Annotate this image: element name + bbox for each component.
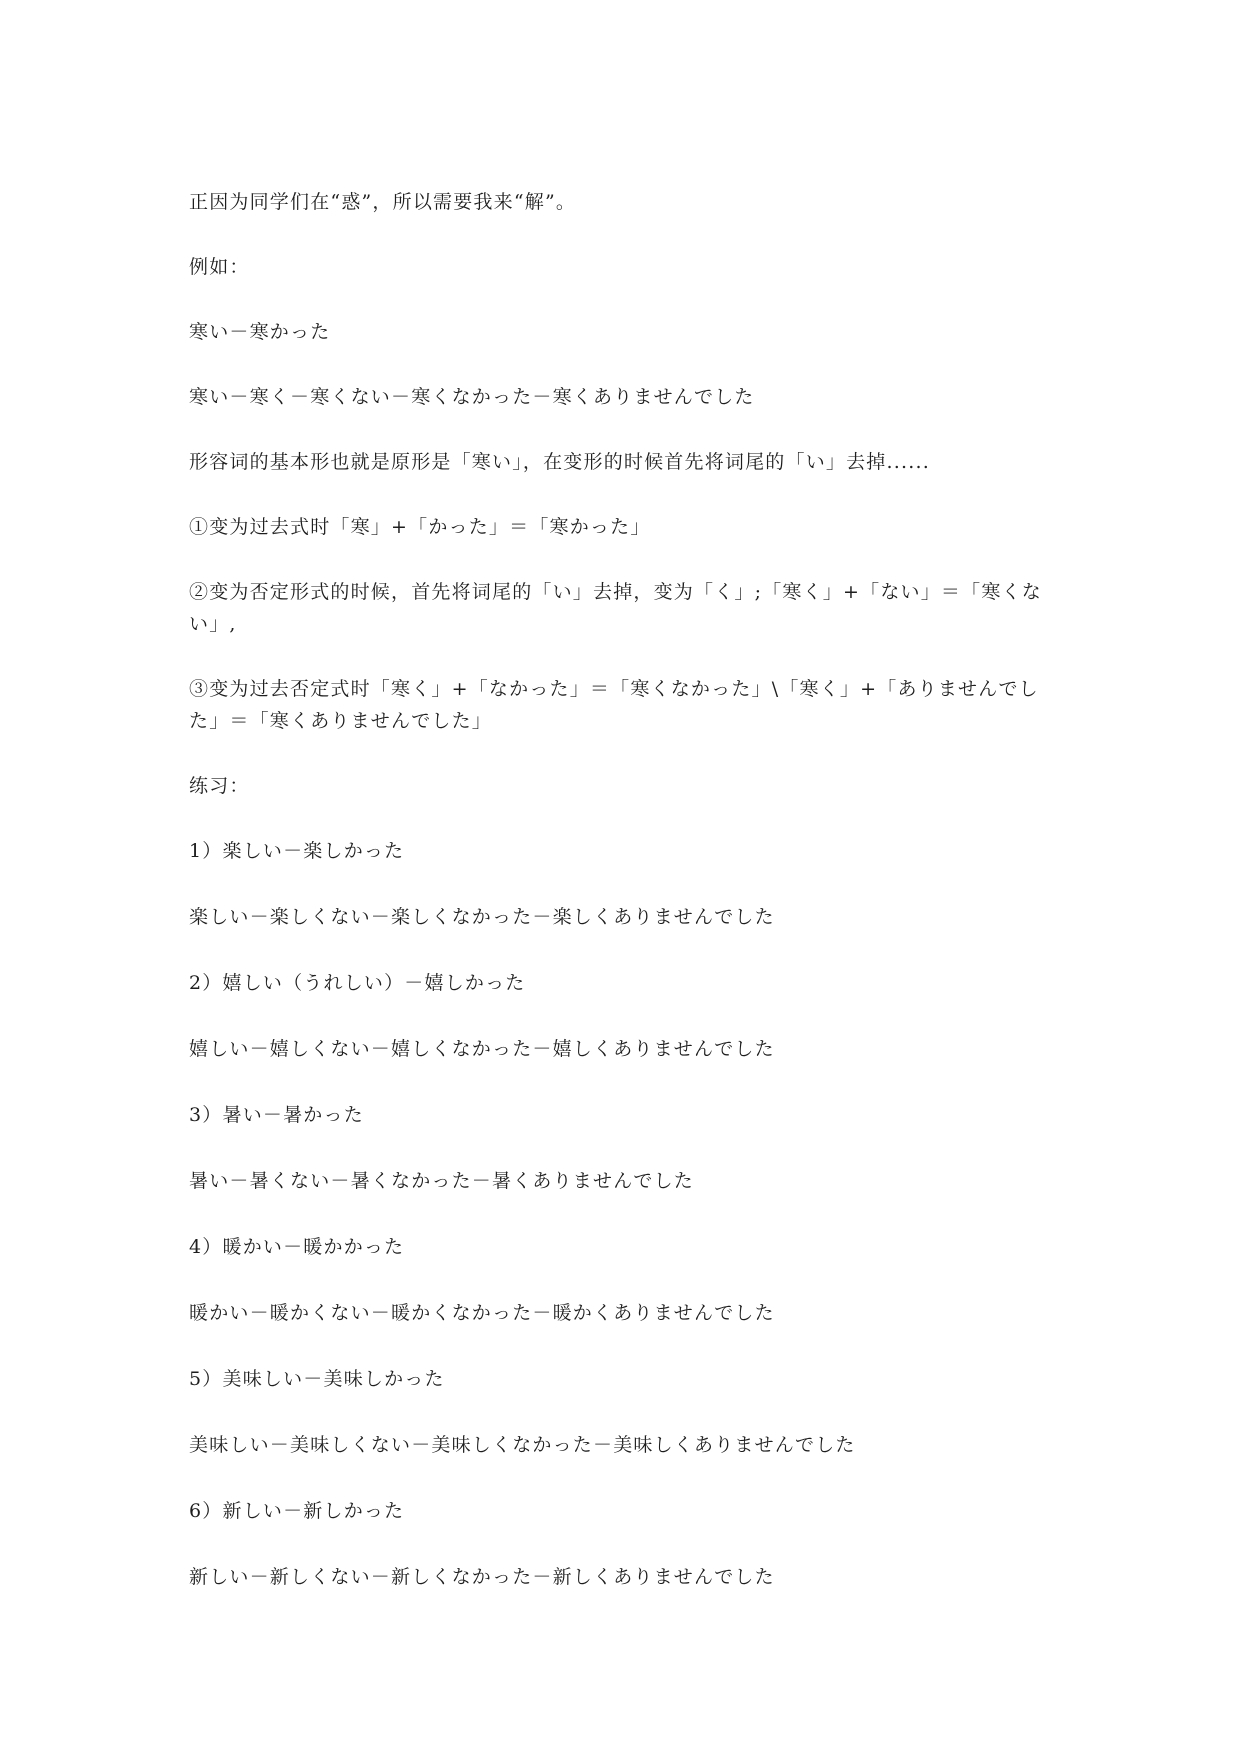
- paragraph-practice-5a: 5）美味しい－美味しかった: [189, 1368, 445, 1390]
- document-body: [189, 186, 1059, 1627]
- paragraph-practice-2b: 嬉しい－嬉しくない－嬉しくなかった－嬉しくありませんでした: [189, 1038, 775, 1060]
- paragraph-rule-1: ①变为过去式时「寒」+「かった」＝「寒かった」: [189, 516, 651, 538]
- paragraph-example-2: 寒い－寒く－寒くない－寒くなかった－寒くありませんでした: [189, 386, 755, 408]
- paragraph-practice-heading: 练习：: [189, 775, 250, 797]
- paragraph-practice-2a: 2）嬉しい（うれしい）－嬉しかった: [189, 972, 526, 994]
- paragraph-example-heading: 例如：: [189, 256, 250, 278]
- paragraph-rule-2: ②变为否定形式的时候，首先将词尾的「い」去掉，变为「く」;「寒く」+「ない」＝「寒くない」,: [189, 581, 1042, 635]
- paragraph-example-1: 寒い－寒かった: [189, 321, 331, 343]
- paragraph-practice-1b: 楽しい－楽しくない－楽しくなかった－楽しくありませんでした: [189, 906, 775, 928]
- paragraph-practice-1a: 1）楽しい－楽しかった: [189, 840, 405, 862]
- paragraph-practice-6b: 新しい－新しくない－新しくなかった－新しくありませんでした: [189, 1566, 775, 1588]
- paragraph-practice-3b: 暑い－暑くない－暑くなかった－暑くありませんでした: [189, 1170, 695, 1192]
- paragraph-practice-3a: 3）暑い－暑かった: [189, 1104, 364, 1126]
- paragraph-practice-6a: 6）新しい－新しかった: [189, 1500, 405, 1522]
- paragraph-practice-4a: 4）暖かい－暖かかった: [189, 1236, 405, 1258]
- paragraph-practice-4b: 暖かい－暖かくない－暖かくなかった－暖かくありませんでした: [189, 1302, 775, 1324]
- paragraph-rule-3: ③变为过去否定式时「寒く」+「なかった」＝「寒くなかった」\「寒く」+「ありませんでした」＝「寒くありませんでした」: [189, 678, 1039, 732]
- paragraph-practice-5b: 美味しい－美味しくない－美味しくなかった－美味しくありませんでした: [189, 1434, 856, 1456]
- paragraph-explanation: 形容词的基本形也就是原形是「寒い」，在变形的时候首先将词尾的「い」去掉......: [189, 451, 930, 473]
- paragraph-intro: 正因为同学们在“惑”，所以需要我来“解”。: [189, 191, 577, 213]
